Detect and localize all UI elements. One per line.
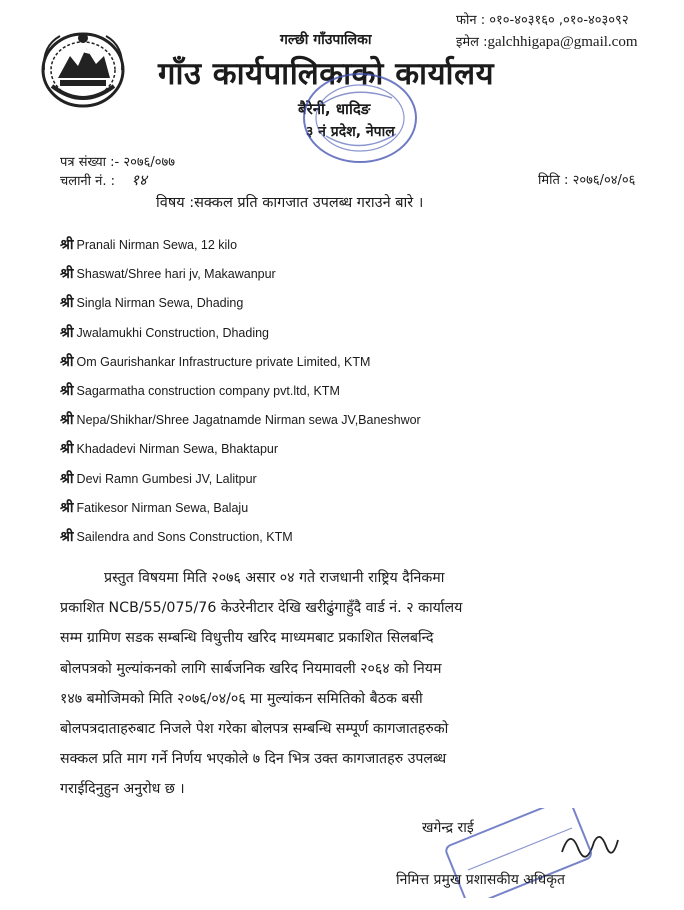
recipient-name: Khadadevi Nirman Sewa, Bhaktapur (76, 442, 279, 457)
email-line (456, 32, 638, 51)
letter-date (538, 170, 635, 188)
recipient-name: Om Gaurishankar Infrastructure private Limited, KTM (76, 354, 371, 369)
body-line: सम्म ग्रामिण सडक सम्बन्धि विधुत्तीय खरिद माध्यमबाट प्रकाशित सिलबन्दि (60, 630, 434, 647)
recipient-item (60, 381, 421, 410)
recipient-name: Pranali Nirman Sewa, 12 kilo (76, 238, 238, 252)
body-line (60, 563, 660, 593)
dispatch-number-value: १४ (131, 173, 147, 189)
body-line: १४७ बमोजिमको मिति २०७६/०४/०६ मा मुल्यांकन समितिको बैठक बसी (60, 690, 423, 707)
date-value: २०७६/०४/०६ (572, 173, 636, 188)
recipient-prefix: श्री (60, 528, 74, 545)
municipality-name: गल्छी गाँउपालिका (280, 32, 372, 48)
recipient-name: Jwalamukhi Construction, Dhading (76, 325, 270, 340)
recipient-name: Sagarmatha construction company pvt.ltd, KTM (76, 383, 340, 398)
recipient-prefix: श्री (60, 295, 74, 312)
signatory-title: निमित्त प्रमुख प्रशासकीय अधिकृत (396, 872, 565, 888)
recipient-name: Sailendra and Sons Construction, KTM (76, 529, 293, 544)
recipient-item (60, 498, 421, 527)
office-title: गाँउ कार्यपालिकाको कार्यालय (158, 56, 495, 92)
coat-of-arms-icon (38, 26, 128, 110)
recipient-name: Shaswat/Shree hari jv, Makawanpur (76, 267, 276, 282)
recipient-name: Fatikesor Nirman Sewa, Balaju (76, 500, 249, 515)
signatory-name: खगेन्द्र राई (422, 820, 474, 836)
recipient-item (60, 410, 421, 439)
letter-body (60, 563, 660, 805)
letter-number-label: पत्र संख्या :- (60, 155, 120, 170)
email-address: galchhigapa@gmail.com (487, 34, 638, 50)
recipient-name: Devi Ramn Gumbesi JV, Lalitpur (76, 471, 257, 486)
recipient-name: Singla Nirman Sewa, Dhading (76, 296, 244, 311)
recipient-item (60, 352, 421, 381)
recipient-prefix: श्री (60, 353, 74, 370)
body-line: गराईदिनुहुन अनुरोध छ । (60, 781, 185, 798)
office-stamp-icon (292, 64, 422, 170)
dispatch-number-label: चलानी नं. : (60, 174, 116, 189)
office-province: ३ नं प्रदेश, नेपाल (306, 124, 395, 140)
recipient-list (60, 235, 421, 556)
recipient-prefix: श्री (60, 499, 74, 516)
body-line: बोलपत्रदाताहरुबाट निजले पेश गरेका बोलपत्र सम्बन्धि सम्पूर्ण कागजातहरुको (60, 721, 449, 738)
recipient-prefix: श्री (60, 441, 74, 458)
recipient-name: Nepa/Shikhar/Shree Jagatnamde Nirman sewa JV,Baneshwor (76, 413, 421, 428)
office-address: बैरेनी, धादिङ (298, 100, 371, 118)
body-line: बोलपत्रको मुल्यांकनको लागि सार्बजनिक खरिद नियमावली २०६४ को नियम (60, 660, 442, 677)
recipient-prefix: श्री (60, 324, 74, 341)
body-line-text: प्रस्तुत विषयमा मिति २०७६ असार ०४ गते राजधानी राष्ट्रिय दैनिकमा (104, 570, 445, 586)
email-label: इमेल : (456, 35, 488, 50)
recipient-prefix: श्री (60, 412, 74, 429)
letter-number-value: २०७६/०७७ (123, 155, 176, 170)
recipient-prefix: श्री (60, 266, 74, 283)
letter-subject: विषय :सक्कल प्रति कागजात उपलब्ध गराउने बारे । (156, 195, 424, 211)
recipient-item (60, 264, 421, 293)
phone-numbers: फोन : ०१०-४०३१६० ,०१०-४०३०९२ (456, 13, 629, 28)
recipient-item (60, 469, 421, 498)
recipient-item (60, 323, 421, 352)
dispatch-number (60, 170, 147, 190)
recipient-item (60, 439, 421, 468)
letter-number (60, 152, 175, 170)
body-line: सक्कल प्रति माग गर्ने निर्णय भएकोले ७ दिन भित्र उक्त कागजातहरु उपलब्ध (60, 751, 447, 768)
recipient-prefix: श्री (60, 237, 74, 253)
recipient-prefix: श्री (60, 382, 74, 399)
recipient-item (60, 293, 421, 322)
body-line: प्रकाशित NCB/55/075/76 केउरेनीटार देखि खरीढुंगाहुँदै वार्ड नं. २ कार्यालय (60, 600, 463, 617)
recipient-prefix: श्री (60, 470, 74, 487)
recipient-item (60, 235, 421, 264)
date-label: मिति : (538, 173, 569, 188)
recipient-item (60, 527, 421, 556)
